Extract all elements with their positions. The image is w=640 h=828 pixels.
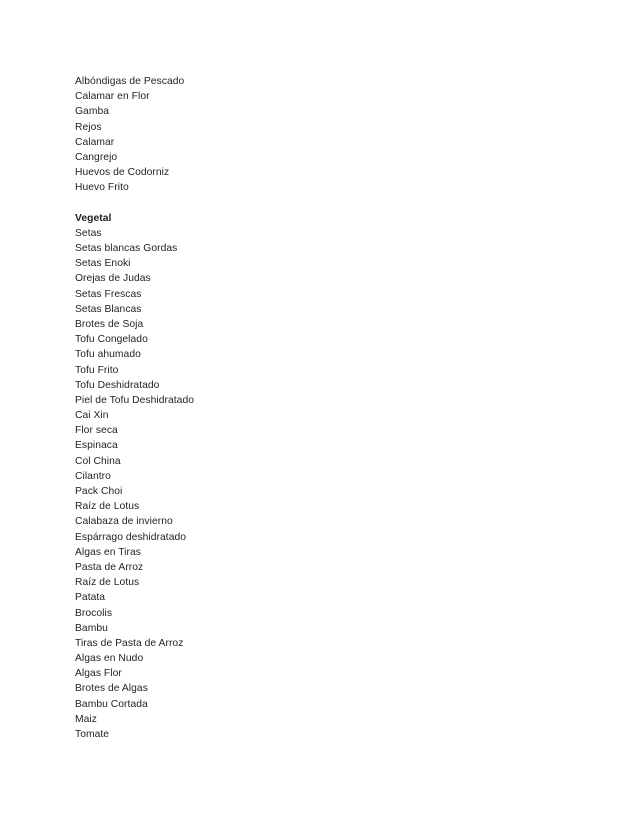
- section-heading: Vegetal: [75, 212, 112, 224]
- list-item: Maiz: [75, 713, 97, 725]
- list-item: Col China: [75, 455, 121, 467]
- list-item: Espinaca: [75, 440, 118, 452]
- list-item: Bambu: [75, 622, 108, 634]
- list-item: Raíz de Lotus: [75, 577, 140, 589]
- list-item: Tiras de Pasta de Arroz: [75, 637, 184, 649]
- list-item: Pasta de Arroz: [75, 561, 144, 573]
- list-item: Calamar: [75, 136, 115, 148]
- list-item: Cilantro: [75, 470, 111, 482]
- list-item: Albóndigas de Pescado: [75, 76, 185, 87]
- menu-item-list: [75, 74, 555, 742]
- list-item: Orejas de Judas: [75, 273, 151, 285]
- list-item: Tomate: [75, 729, 110, 741]
- list-item: Cangrejo: [75, 151, 118, 163]
- list-item: Huevo Frito: [75, 182, 129, 194]
- list-item: Raíz de Lotus: [75, 501, 140, 513]
- list-item: Algas Flor: [75, 668, 122, 680]
- list-item: Espárrago deshidratado: [75, 531, 187, 543]
- list-item: Pack Choi: [75, 486, 123, 498]
- list-item: Setas Frescas: [75, 288, 142, 300]
- document-content: [75, 74, 555, 742]
- list-item: Flor seca: [75, 425, 118, 437]
- list-item: Tofu Deshidratado: [75, 379, 160, 391]
- list-item: Brocolis: [75, 607, 113, 619]
- list-item: Tofu Frito: [75, 364, 119, 376]
- list-item: Patata: [75, 592, 106, 604]
- list-item: Setas: [75, 227, 102, 239]
- list-item: Piel de Tofu Deshidratado: [75, 394, 195, 406]
- list-item: Algas en Tiras: [75, 546, 141, 558]
- list-item: Brotes de Algas: [75, 683, 148, 695]
- list-item: Setas Blancas: [75, 303, 142, 315]
- list-item: Huevos de Codorniz: [75, 167, 170, 179]
- list-item: Algas en Nudo: [75, 653, 144, 665]
- list-item: Calamar en Flor: [75, 91, 150, 103]
- list-item: Calabaza de invierno: [75, 516, 173, 528]
- list-item: Brotes de Soja: [75, 318, 144, 330]
- list-item: Tofu Congelado: [75, 334, 148, 346]
- list-item: Rejos: [75, 121, 102, 133]
- paragraph-spacer: [75, 196, 555, 211]
- list-item: Gamba: [75, 106, 110, 118]
- list-item: Bambu Cortada: [75, 698, 148, 710]
- list-item: Tofu ahumado: [75, 349, 141, 361]
- list-item: Setas Enoki: [75, 258, 131, 270]
- list-item: Cai Xin: [75, 410, 109, 422]
- list-item: Setas blancas Gordas: [75, 243, 178, 255]
